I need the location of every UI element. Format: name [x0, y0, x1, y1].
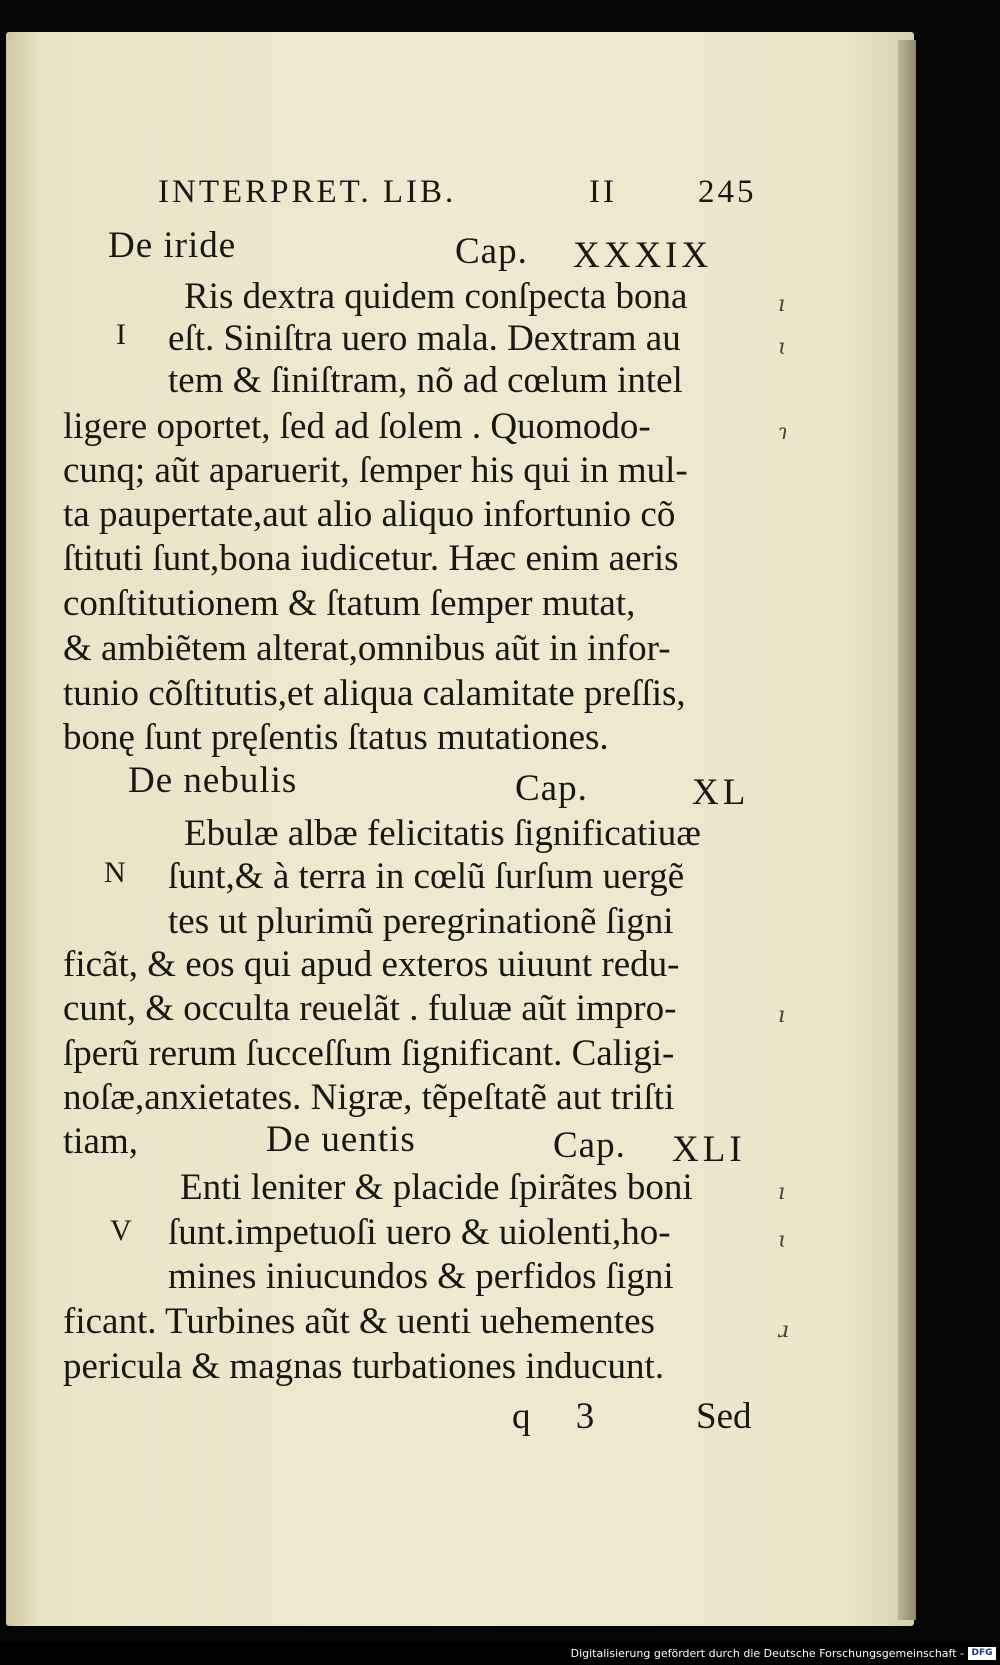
text-line: eſt. Siniſtra uero mala. Dextram au: [168, 318, 681, 359]
marginal-mark: ɩ: [778, 1228, 787, 1253]
text-line: conſtitutionem & ſtatum ſemper mutat,: [63, 583, 636, 624]
page-number: 245: [698, 174, 757, 210]
page-edge: [898, 40, 916, 1620]
text-line: ta paupertate,aut alio aliquo infortunio cõ: [63, 494, 676, 535]
text-line: tiam,: [63, 1121, 139, 1162]
text-line: cunq; aũt aparuerit, ſemper his qui in mul-: [63, 450, 688, 491]
text-line: ficant. Turbines aũt & uenti uehementes: [63, 1301, 655, 1342]
cap-number: XXXIX: [573, 235, 713, 276]
section-title-iride: De iride: [108, 225, 237, 266]
text-line: ſperũ rerum ſucceſſum ſignificant. Caligi-: [63, 1033, 675, 1074]
text-line: bonę ſunt pręſentis ſtatus mutationes.: [63, 717, 609, 758]
marginal-mark: ı: [778, 1180, 786, 1205]
marginal-mark: ı: [778, 292, 786, 317]
text-line: ſunt,& à terra in cœlũ ſurſum uergẽ: [168, 856, 685, 897]
text-line: Enti leniter & placide ſpirãtes boni: [180, 1167, 693, 1208]
catchword: Sed: [696, 1396, 752, 1437]
cap-number: XL: [692, 772, 750, 813]
text-line: tem & ſiniſtram, nõ ad cœlum intel: [168, 360, 683, 401]
cap-label: Cap.: [515, 768, 588, 809]
book-number: II: [589, 174, 617, 210]
marginal-mark: ɩ: [778, 335, 787, 360]
initial-guide: V: [110, 1214, 132, 1247]
text-line: Ebulæ albæ felicitatis ſignificatiuæ: [184, 813, 701, 854]
initial-guide: I: [116, 318, 126, 351]
text-line: mines iniucundos & perfidos ſigni: [168, 1256, 674, 1297]
running-title: INTERPRET. LIB.: [158, 174, 457, 210]
text-line: tunio cõſtitutis,et aliqua calamitate preſſis,: [63, 673, 686, 714]
marginal-mark: ɹ: [778, 1318, 790, 1343]
text-line: Ris dextra quidem conſpecta bona: [184, 276, 688, 317]
section-title-nebulis: De nebulis: [128, 760, 298, 801]
signature-mark: q 3: [512, 1396, 613, 1437]
marginal-mark: ı: [778, 1003, 786, 1028]
text-line: ſunt.impetuoſi uero & uiolenti,ho-: [168, 1212, 671, 1253]
text-line: noſæ,anxietates. Nigræ, tẽpeſtatẽ aut triſti: [63, 1077, 675, 1118]
cap-label: Cap.: [553, 1125, 626, 1166]
section-title-uentis: De uentis: [266, 1119, 416, 1160]
text-line: cunt, & occulta reuelãt . fuluæ aũt impro-: [63, 988, 677, 1029]
text-line: & ambiẽtem alterat,omnibus aũt in infor-: [63, 628, 671, 669]
text-line: tes ut plurimũ peregrinationẽ ſigni: [168, 901, 674, 942]
initial-guide: N: [104, 856, 126, 889]
dfg-logo: DFG: [968, 1647, 996, 1660]
digitization-notice: Digitalisierung gefördert durch die Deutsche Forschungsgemeinschaft -: [570, 1647, 964, 1660]
text-line: pericula & magnas turbationes inducunt.: [63, 1346, 665, 1387]
cap-label: Cap.: [455, 231, 528, 272]
text-line: ſtituti ſunt,bona iudicetur. Hæc enim aeris: [63, 538, 679, 579]
cap-number: XLI: [672, 1129, 746, 1170]
text-line: ligere oportet, ſed ad ſolem . Quomodo-: [63, 406, 651, 447]
text-line: ficãt, & eos qui apud exteros uiuunt redu-: [63, 944, 680, 985]
marginal-mark: ɿ: [778, 420, 788, 445]
